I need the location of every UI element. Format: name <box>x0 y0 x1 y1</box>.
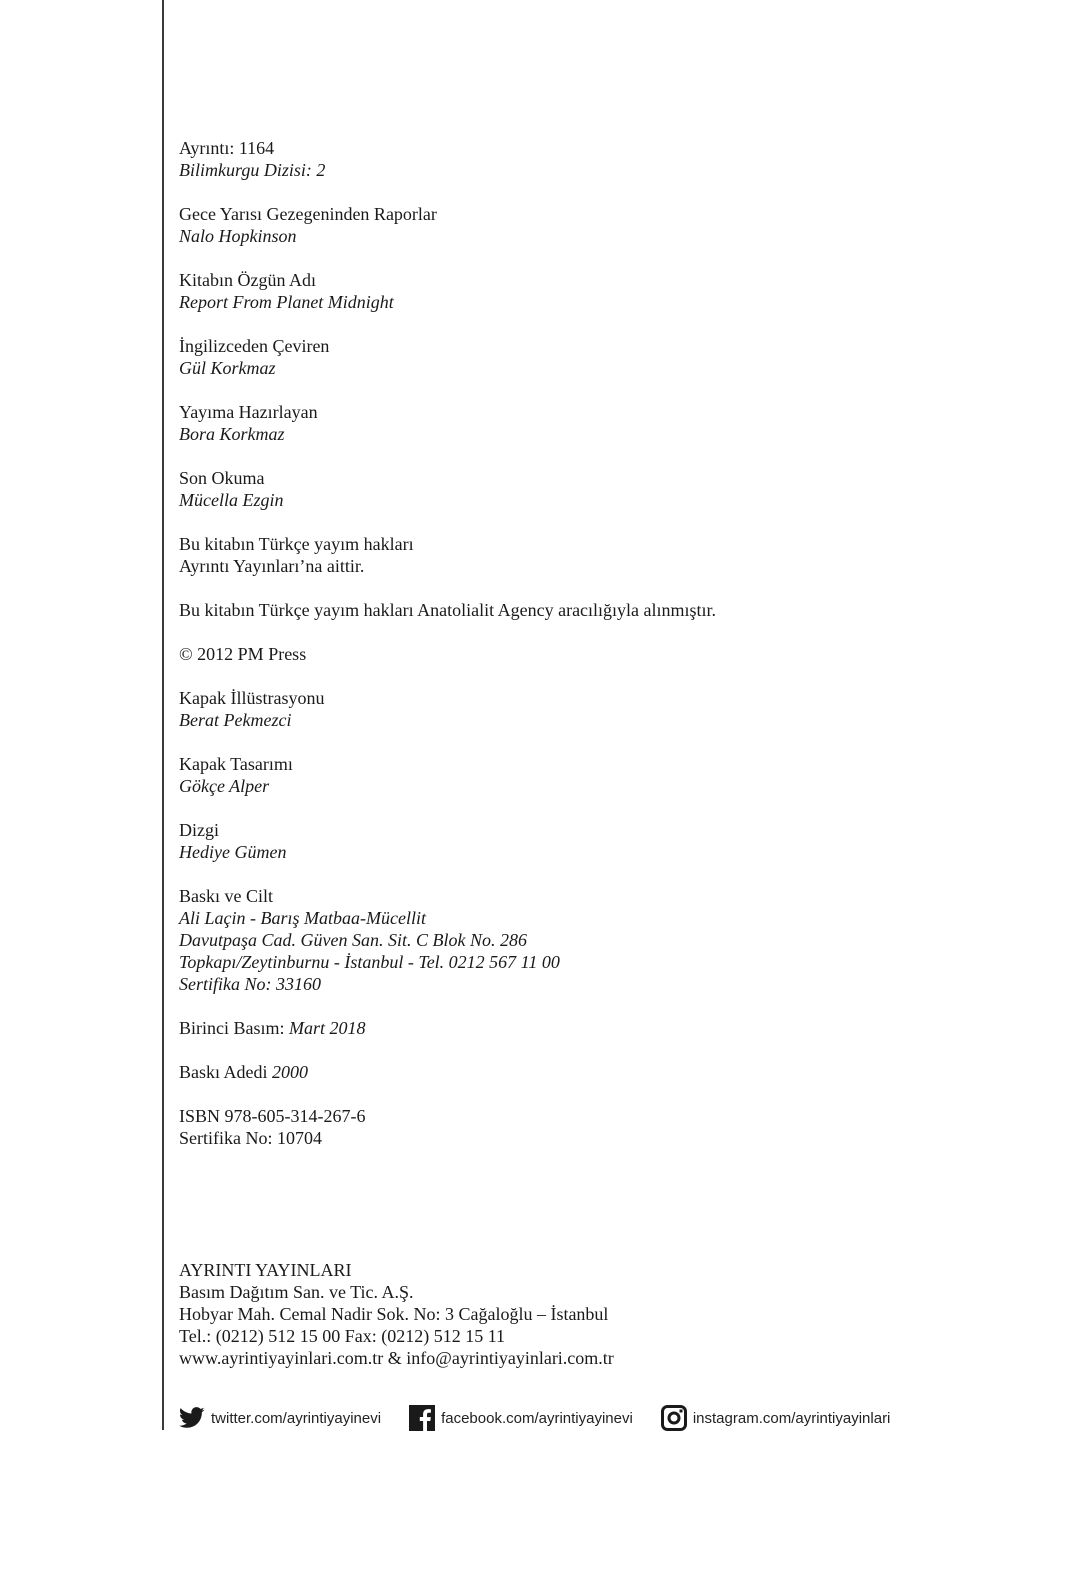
proofreading-label: Son Okuma <box>179 468 265 488</box>
first-edition-label: Birinci Basım: <box>179 1018 285 1038</box>
series-name: Bilimkurgu Dizisi: 2 <box>179 160 326 180</box>
twitter-link[interactable] <box>179 1407 381 1429</box>
publisher-info <box>179 1259 614 1369</box>
proofreading-block <box>179 467 1039 511</box>
translator-block <box>179 335 1039 379</box>
original-title-block <box>179 269 1039 313</box>
book-author: Nalo Hopkinson <box>179 226 297 246</box>
cover-illustration-block <box>179 687 1039 731</box>
instagram-icon <box>661 1405 687 1431</box>
cover-design-block <box>179 753 1039 797</box>
isbn-text: ISBN 978-605-314-267-6 <box>179 1106 366 1126</box>
social-links <box>179 1403 918 1433</box>
twitter-icon <box>179 1407 205 1429</box>
cover-illustration-value: Berat Pekmezci <box>179 710 292 730</box>
rights-line-2: Ayrıntı Yayınları’na aittir. <box>179 556 365 576</box>
translator-value: Gül Korkmaz <box>179 358 276 378</box>
copyright-text: © 2012 PM Press <box>179 644 307 664</box>
instagram-link-text: instagram.com/ayrintiyayinlari <box>692 1409 891 1427</box>
typesetting-label: Dizgi <box>179 820 219 840</box>
publisher-name: AYRINTI YAYINLARI <box>179 1260 352 1280</box>
first-edition-block <box>179 1017 1039 1039</box>
printing-block <box>179 885 1039 995</box>
cover-design-value: Gökçe Alper <box>179 776 270 796</box>
printing-line: Ali Laçin - Barış Matbaa-Mücellit <box>179 908 426 928</box>
book-number: Ayrıntı: 1164 <box>179 138 275 158</box>
publisher-address: Hobyar Mah. Cemal Nadir Sok. No: 3 Cağaloğlu – İstanbul <box>179 1304 609 1324</box>
agency-note <box>179 599 1039 621</box>
translator-label: İngilizceden Çeviren <box>179 336 330 356</box>
publisher-company: Basım Dağıtım San. ve Tic. A.Ş. <box>179 1282 414 1302</box>
rights-block <box>179 533 1039 577</box>
original-title-value: Report From Planet Midnight <box>179 292 394 312</box>
isbn-block <box>179 1105 1039 1149</box>
title-block <box>179 203 1039 247</box>
printing-line: Sertifika No: 33160 <box>179 974 321 994</box>
printing-line: Topkapı/Zeytinburnu - İstanbul - Tel. 0212 567 11 00 <box>179 952 560 972</box>
margin-rule <box>162 0 164 1430</box>
isbn-certificate: Sertifika No: 10704 <box>179 1128 322 1148</box>
printing-label: Baskı ve Cilt <box>179 886 273 906</box>
colophon <box>179 137 1039 1171</box>
editor-block <box>179 401 1039 445</box>
typesetting-block <box>179 819 1039 863</box>
publisher-web[interactable]: www.ayrintiyayinlari.com.tr & info@ayrintiyayinlari.com.tr <box>179 1348 614 1368</box>
editor-label: Yayıma Hazırlayan <box>179 402 318 422</box>
agency-note-text: Bu kitabın Türkçe yayım hakları Anatolialit Agency aracılığıyla alınmıştır. <box>179 600 717 620</box>
series-info <box>179 137 1039 181</box>
book-title: Gece Yarısı Gezegeninden Raporlar <box>179 204 437 224</box>
proofreading-value: Mücella Ezgin <box>179 490 284 510</box>
facebook-icon <box>409 1405 435 1431</box>
facebook-link[interactable] <box>409 1405 633 1431</box>
print-run-label: Baskı Adedi <box>179 1062 268 1082</box>
print-run-block <box>179 1061 1039 1083</box>
instagram-link[interactable] <box>661 1405 891 1431</box>
cover-illustration-label: Kapak İllüstrasyonu <box>179 688 325 708</box>
facebook-link-text: facebook.com/ayrintiyayinevi <box>441 1409 633 1427</box>
original-title-label: Kitabın Özgün Adı <box>179 270 316 290</box>
rights-line-1: Bu kitabın Türkçe yayım hakları <box>179 534 414 554</box>
first-edition-value: Mart 2018 <box>289 1018 366 1038</box>
cover-design-label: Kapak Tasarımı <box>179 754 293 774</box>
typesetting-value: Hediye Gümen <box>179 842 287 862</box>
copyright-block <box>179 643 1039 665</box>
print-run-value: 2000 <box>272 1062 308 1082</box>
editor-value: Bora Korkmaz <box>179 424 285 444</box>
publisher-phone: Tel.: (0212) 512 15 00 Fax: (0212) 512 15 11 <box>179 1326 506 1346</box>
twitter-link-text: twitter.com/ayrintiyayinevi <box>211 1409 382 1427</box>
printing-line: Davutpaşa Cad. Güven San. Sit. C Blok No. 286 <box>179 930 527 950</box>
